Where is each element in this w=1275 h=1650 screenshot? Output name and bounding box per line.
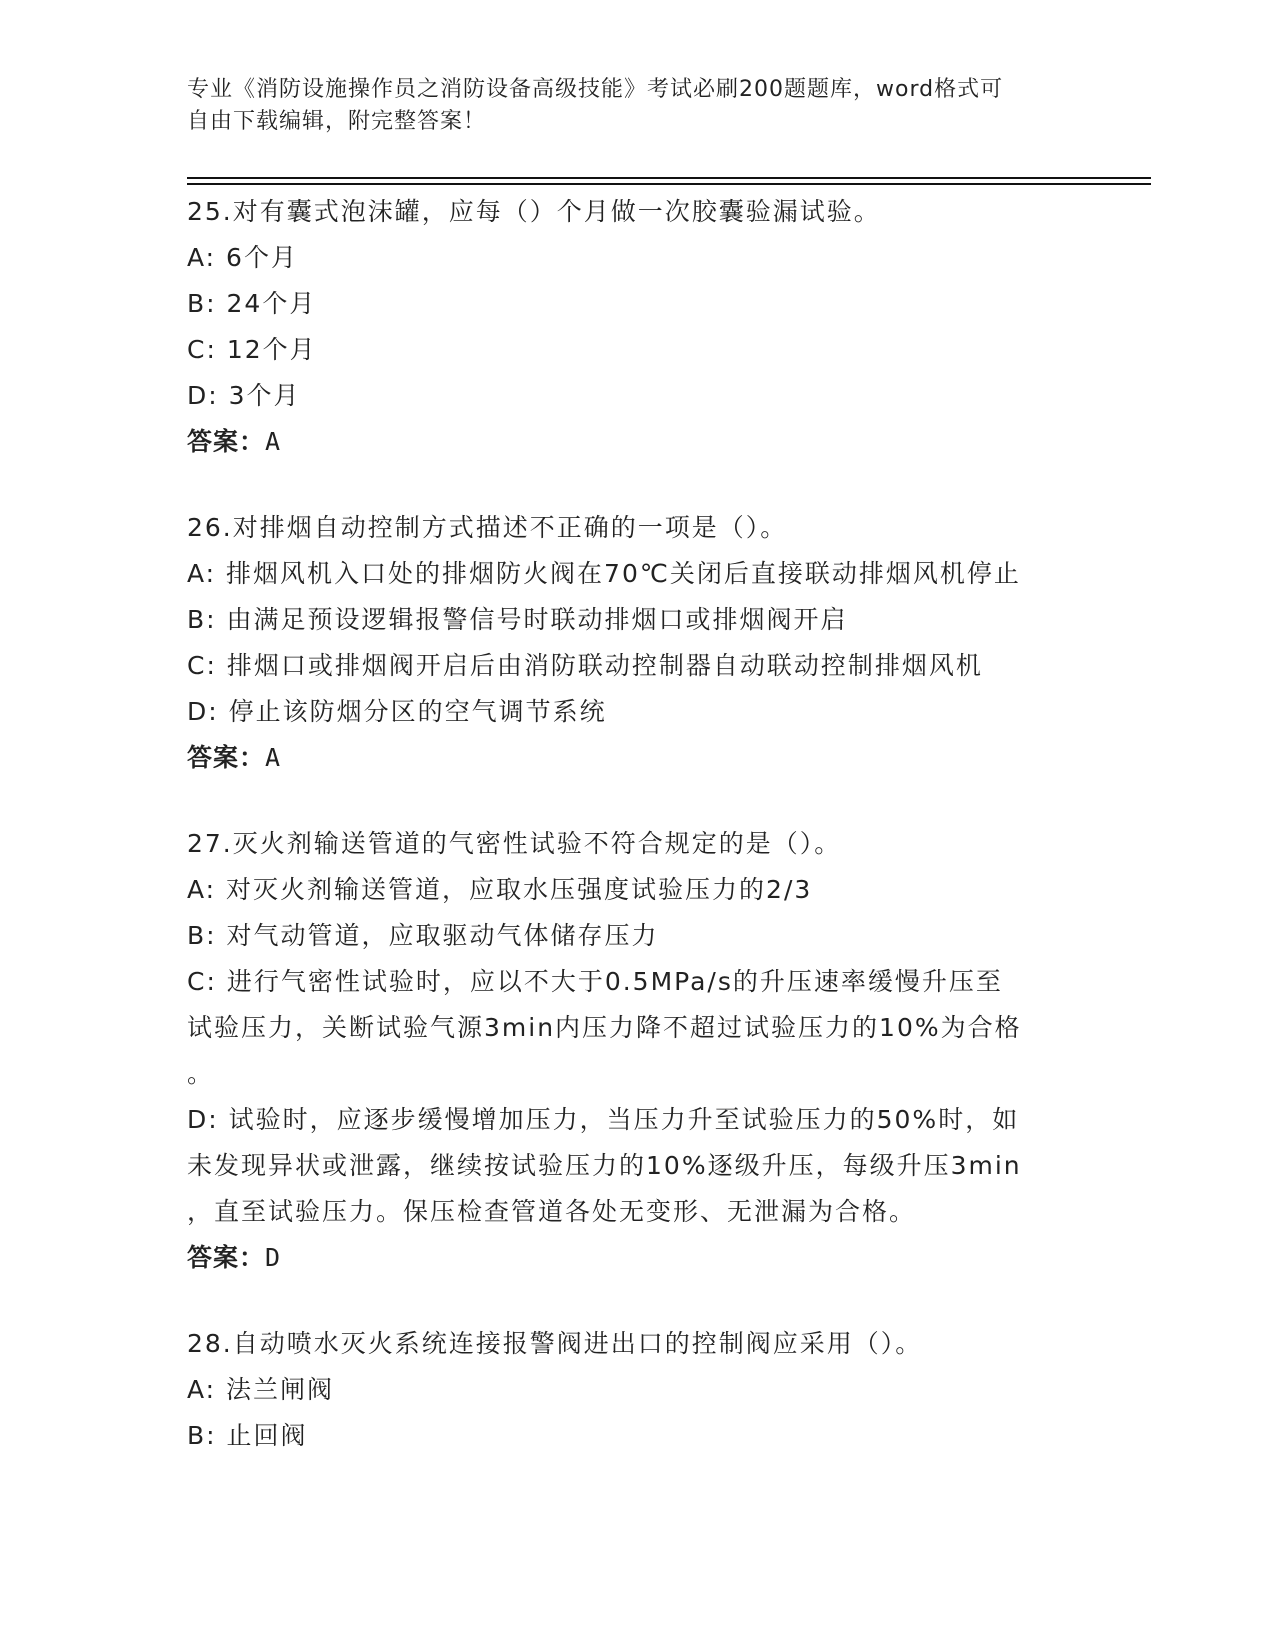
option-c-line-3: 。 — [187, 1059, 215, 1088]
option-a: A: 6个月 — [187, 243, 298, 272]
question-25 — [187, 189, 1087, 465]
answer-value: A — [265, 743, 282, 772]
option-b: B: 对气动管道，应取驱动气体储存压力 — [187, 921, 659, 950]
option-c: C: 排烟口或排烟阀开启后由消防联动控制器自动联动控制排烟风机 — [187, 651, 983, 680]
question-stem: 27.灭火剂输送管道的气密性试验不符合规定的是（）。 — [187, 829, 842, 858]
answer-label: 答案： — [187, 1243, 266, 1272]
question-stem: 26.对排烟自动控制方式描述不正确的一项是（）。 — [187, 513, 788, 542]
question-27 — [187, 821, 1087, 1281]
answer — [187, 419, 1087, 465]
option-a: A: 对灭火剂输送管道，应取水压强度试验压力的2/3 — [187, 875, 813, 904]
answer-value: A — [265, 427, 282, 456]
document-header — [187, 74, 1067, 138]
question-stem: 28.自动喷水灭火系统连接报警阀进出口的控制阀应采用（）。 — [187, 1329, 923, 1358]
option-c-line-1: C: 进行气密性试验时，应以不大于0.5MPa/s的升压速率缓慢升压至 — [187, 967, 1003, 996]
option-a: A: 法兰闸阀 — [187, 1375, 335, 1404]
option-d-line-2: 未发现异状或泄露，继续按试验压力的10%逐级升压，每级升压3min — [187, 1151, 1022, 1180]
answer-label: 答案： — [187, 743, 266, 772]
option-b: B: 24个月 — [187, 289, 317, 318]
header-divider-bottom — [187, 183, 1151, 185]
header-divider-top — [187, 177, 1151, 179]
question-26 — [187, 505, 1087, 781]
answer-label: 答案： — [187, 427, 266, 456]
header-line-2: 自由下载编辑，附完整答案！ — [187, 109, 487, 134]
question-28 — [187, 1321, 1087, 1459]
answer-value: D — [265, 1243, 282, 1272]
option-d: D: 3个月 — [187, 381, 301, 410]
option-d: D: 停止该防烟分区的空气调节系统 — [187, 697, 607, 726]
answer — [187, 1235, 1087, 1281]
option-b: B: 由满足预设逻辑报警信号时联动排烟口或排烟阀开启 — [187, 605, 848, 634]
option-c: C: 12个月 — [187, 335, 317, 364]
answer — [187, 735, 1087, 781]
option-a: A: 排烟风机入口处的排烟防火阀在70℃关闭后直接联动排烟风机停止 — [187, 559, 1021, 588]
header-line-1: 专业《消防设施操作员之消防设备高级技能》考试必刷200题题库，word格式可 — [187, 77, 1004, 102]
question-stem: 25.对有囊式泡沫罐，应每（）个月做一次胶囊验漏试验。 — [187, 197, 881, 226]
option-b: B: 止回阀 — [187, 1421, 308, 1450]
option-c-line-2: 试验压力，关断试验气源3min内压力降不超过试验压力的10%为合格 — [187, 1013, 1022, 1042]
option-d-line-1: D: 试验时，应逐步缓慢增加压力，当压力升至试验压力的50%时，如 — [187, 1105, 1020, 1134]
question-list — [187, 189, 1087, 1499]
option-d-line-3: ，直至试验压力。保压检查管道各处无变形、无泄漏为合格。 — [187, 1197, 917, 1226]
